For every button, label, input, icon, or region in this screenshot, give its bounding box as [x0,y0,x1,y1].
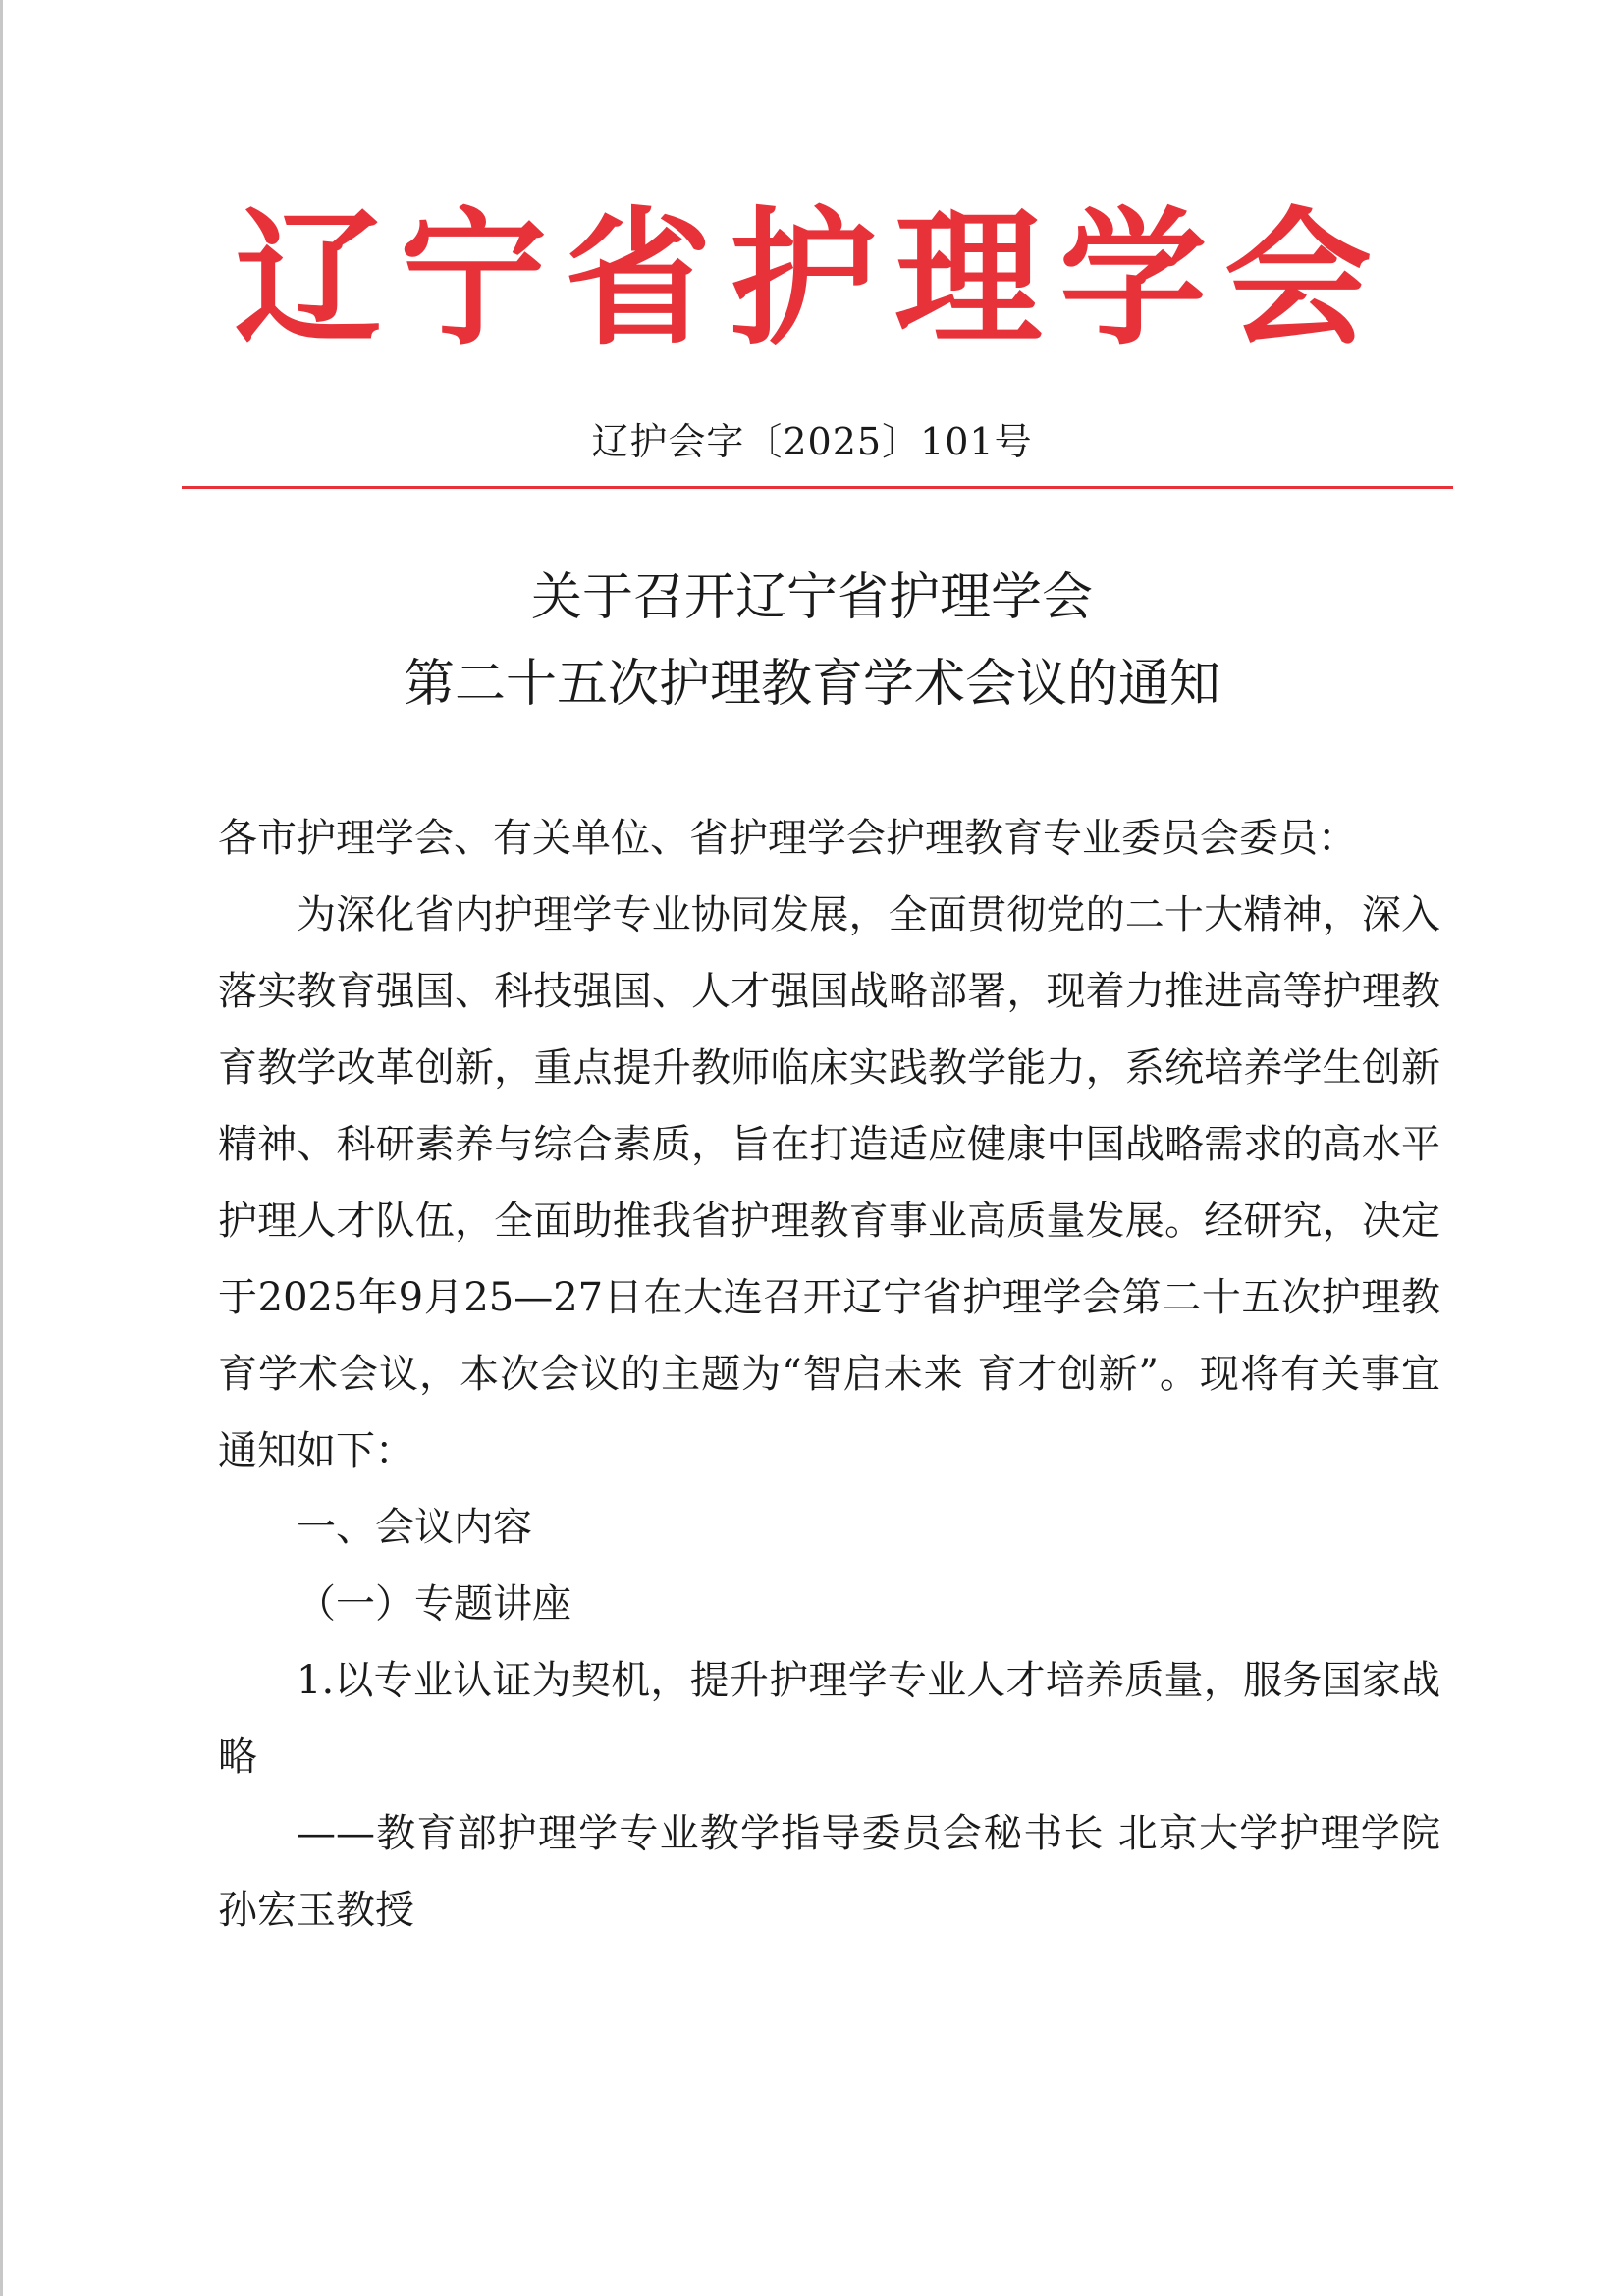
salutation: 各市护理学会、有关单位、省护理学会护理教育专业委员会委员： [218,816,1357,861]
section-heading-meeting-content: 一、会议内容 [297,1505,532,1550]
organization-masthead: 辽宁省护理学会 [234,194,1389,365]
red-divider-line [182,486,1453,489]
intro-paragraph: 为深化省内护理学专业协同发展，全面贯彻党的二十大精神，深入落实教育强国、科技强国、人才强国战略部署，现着力推进高等护理教育教学改革创新，重点提升教师临床实践教学能力，系统培养学生创新精神、科研素养与综合素质，旨在打造适应健康中国战略需求的高水平护理人才队伍，全面助推我省护理教育事业高质量发展。经研究，决定于2025年9月25—27日在大连召开辽宁省护理学会第二十五次护理教育学术会议，本次会议的主题为“智启未来 育才创新”。现将有关事宜通知如下： [218,892,1440,1473]
title-line-2: 第二十五次护理教育学术会议的通知 [403,655,1220,714]
notice-title [0,555,1624,727]
lecture-1-title: 1.以专业认证为契机，提升护理学专业人才培养质量，服务国家战略 [218,1658,1440,1780]
subsection-heading-lectures: （一）专题讲座 [297,1581,571,1627]
lecture-1-speaker: ——教育部护理学专业教学指导委员会秘书长 北京大学护理学院 孙宏玉教授 [218,1811,1440,1933]
title-line-1: 关于召开辽宁省护理学会 [530,568,1093,627]
notice-body [218,800,1440,1949]
document-number: 辽护会字〔2025〕101号 [591,420,1033,463]
